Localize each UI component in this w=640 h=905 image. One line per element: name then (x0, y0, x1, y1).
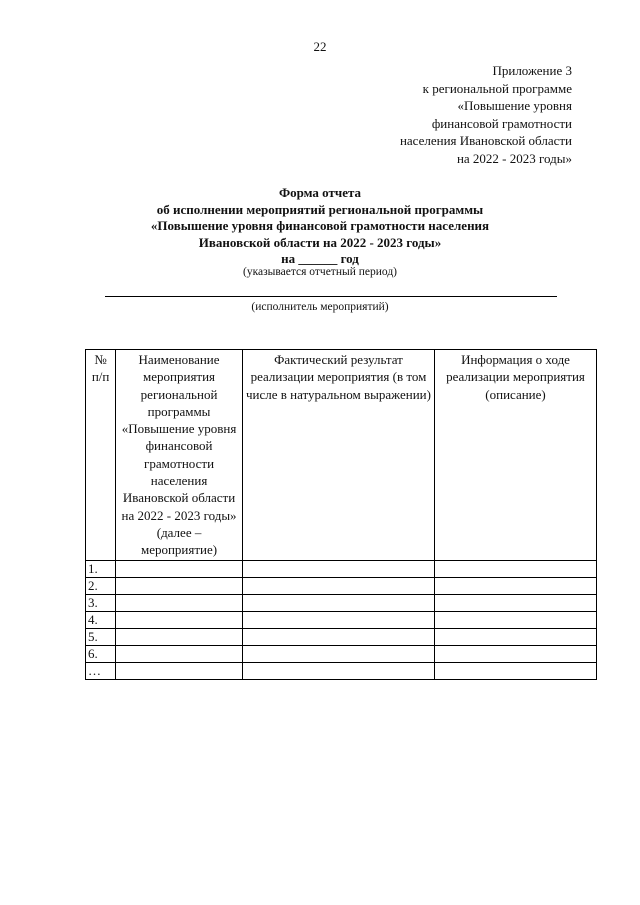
row-number: 2. (86, 577, 116, 594)
appendix-line: «Повышение уровня (457, 98, 572, 114)
appendix-line: населения Ивановской области (399, 133, 572, 149)
appendix-line: на 2022 - 2023 годы» (456, 150, 572, 166)
cell-event-name (116, 628, 243, 645)
report-table (85, 349, 597, 680)
period-hint: (указывается отчетный период) (243, 266, 397, 278)
form-title-line: Ивановской области на 2022 - 2023 годы» (198, 234, 442, 250)
cell-progress-info (435, 662, 597, 679)
cell-actual-result (242, 628, 434, 645)
header-number: № п/п (86, 350, 116, 561)
row-number: 6. (86, 645, 116, 662)
cell-actual-result (242, 611, 434, 628)
cell-event-name (116, 662, 243, 679)
header-event-name: Наименование мероприятия региональной программы «Повышение уровня финансовой грамотности населения Ивановской области на 2022 - 2023 годы» (далее – мероприятие) (116, 350, 243, 561)
page-number: 22 (313, 39, 327, 54)
row-number: 1. (86, 560, 116, 577)
row-number: 4. (86, 611, 116, 628)
cell-event-name (116, 611, 243, 628)
table-row (86, 594, 597, 611)
form-title (0, 185, 640, 268)
appendix-block (400, 62, 572, 168)
cell-event-name (116, 577, 243, 594)
row-number: 5. (86, 628, 116, 645)
appendix-line: Приложение 3 (492, 63, 572, 78)
row-number: … (86, 662, 116, 679)
cell-actual-result (242, 560, 434, 577)
appendix-line: финансовой грамотности (431, 115, 572, 131)
cell-progress-info (435, 577, 597, 594)
table-row (86, 611, 597, 628)
cell-event-name (116, 645, 243, 662)
cell-actual-result (242, 577, 434, 594)
cell-actual-result (242, 645, 434, 662)
form-title-line: об исполнении мероприятий региональной программы (156, 201, 484, 217)
cell-progress-info (435, 611, 597, 628)
appendix-line: к региональной программе (422, 80, 572, 96)
cell-actual-result (242, 594, 434, 611)
header-actual-result: Фактический результат реализации мероприятия (в том числе в натуральном выражении) (242, 350, 434, 561)
executor-hint: (исполнитель мероприятий) (251, 301, 389, 313)
row-number: 3. (86, 594, 116, 611)
cell-progress-info (435, 560, 597, 577)
report-year-line: на ______ год (281, 251, 359, 266)
cell-event-name (116, 560, 243, 577)
header-progress-info: Информация о ходе реализации мероприятия (описание) (435, 350, 597, 561)
cell-progress-info (435, 594, 597, 611)
form-title-line: Форма отчета (278, 185, 362, 200)
cell-actual-result (242, 662, 434, 679)
table-row (86, 560, 597, 577)
table-row (86, 662, 597, 679)
table-row (86, 628, 597, 645)
table-row (86, 577, 597, 594)
table-header-row (86, 350, 597, 561)
executor-underline (105, 296, 557, 297)
form-title-line: «Повышение уровня финансовой грамотности населения (150, 218, 490, 233)
table-row (86, 645, 597, 662)
cell-progress-info (435, 645, 597, 662)
cell-event-name (116, 594, 243, 611)
cell-progress-info (435, 628, 597, 645)
